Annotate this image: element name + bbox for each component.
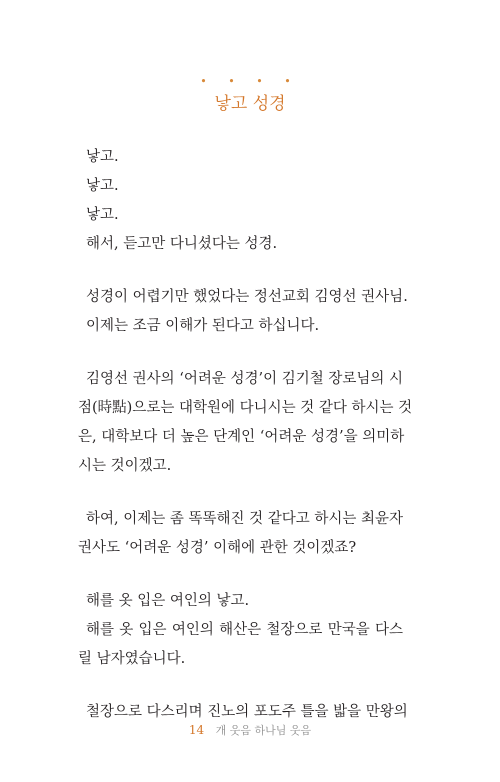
text-line: 성경이 어렵기만 했었다는 정선교회 김영선 권사님.	[86, 289, 408, 305]
text-line: 은, 대학보다 더 높은 단계인 ‘어려운 성경’을 의미하	[78, 429, 405, 445]
text-line: 점(時點)으로는 대학원에 다니시는 것 같다 하시는 것	[78, 400, 413, 416]
text-line: 해서, 듣고만 다니셨다는 성경.	[86, 236, 278, 252]
text-line: 낳고.	[86, 178, 119, 194]
paragraph	[78, 505, 403, 563]
page-footer	[0, 722, 500, 739]
paragraph	[78, 587, 403, 674]
paragraph	[78, 143, 403, 259]
title-ornament: • • • •	[200, 75, 300, 88]
book-title: 개 웃음 하나님 웃음	[215, 724, 312, 737]
text-line: 낳고.	[86, 149, 119, 165]
text-line: 철장으로 다스리며 진노의 포도주 틀을 밟을 만왕의	[86, 704, 408, 720]
page-title: 낳고 성경	[214, 94, 286, 114]
text-line: 시는 것이겠고.	[78, 458, 172, 474]
text-line: 릴 남자였습니다.	[78, 651, 186, 667]
text-line: 하여, 이제는 좀 똑똑해진 것 같다고 하시는 최윤자	[86, 511, 404, 527]
page-number: 14	[188, 723, 205, 737]
text-line: 해를 옷 입은 여인의 낳고.	[86, 593, 250, 609]
paragraph	[78, 365, 413, 481]
text-line: 김영선 권사의 ‘어려운 성경’이 김기철 장로님의 시	[86, 371, 404, 387]
text-line: 해를 옷 입은 여인의 해산은 철장으로 만국을 다스	[86, 622, 403, 638]
body-text	[78, 143, 413, 751]
text-line: 낳고.	[86, 207, 119, 223]
text-line: 권사도 ‘어려운 성경’ 이해에 관한 것이겠죠?	[78, 540, 357, 556]
text-line: 이제는 조금 이해가 된다고 하십니다.	[86, 318, 320, 334]
paragraph	[78, 283, 408, 341]
